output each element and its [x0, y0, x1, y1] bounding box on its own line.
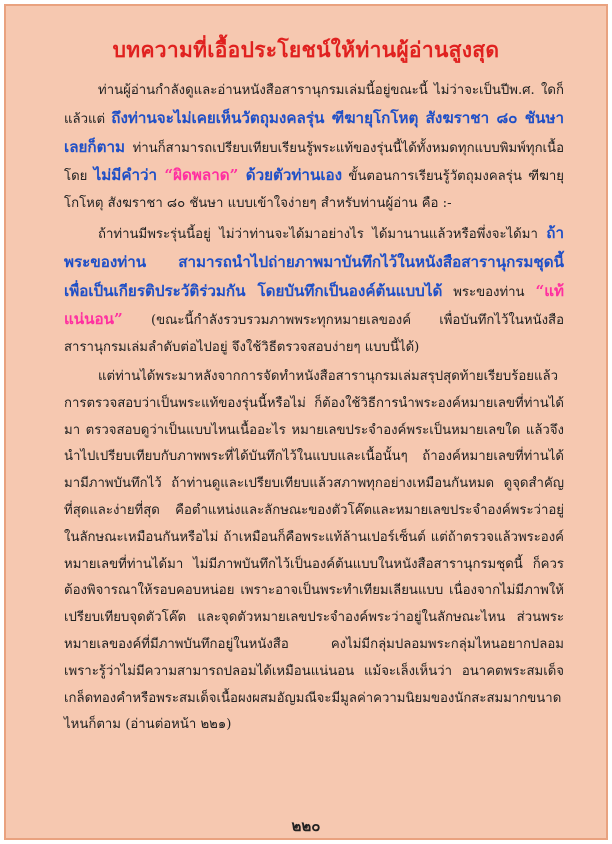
- paragraph-verification: [64, 364, 564, 739]
- have-text-3: (ขณะนี้กำลังรวบรวมภาพพระทุกหมายเลของค์ เพื่อบันทึกไว้ในหนังสือสารานุกรมเล่มลำดับต่อไปอยู่ จึงใช้วิธีตรวจสอบง่ายๆ แบบนี้ได้): [64, 313, 564, 356]
- page-number: ๒๒๐: [291, 817, 321, 835]
- paragraph-have-amulet: [64, 220, 564, 362]
- intro-text-2: ท่านก็สามารถเปรียบเทียบเรียนรู้พระแท้ของรุ่นนี้ได้ทั้งหมดทุกแบบพิมพ์ทุกเนื้อ โดย: [64, 140, 564, 185]
- intro-emphasis-3: ด้วยตัวท่านเอง: [245, 166, 343, 185]
- paragraph-intro: [64, 78, 564, 218]
- intro-emphasis-2: ไม่มีคำว่า: [93, 166, 158, 185]
- intro-emphasis-1: ถึงท่านจะไม่เคยเห็นวัตถุมงคลรุ่น ฑีฆายุโกโหตุ สังฆราชา ๘๐ ชันษาเลยก็ตาม: [64, 108, 564, 156]
- intro-text-1: ท่านผู้อ่านกำลังดูและอ่านหนังสือสารานุกรมเล่มนี้อยู่ขณะนี้ ไม่ว่าจะเป็นปีพ.ศ. ใดก็แล้วแต่: [64, 83, 564, 127]
- page: [4, 4, 608, 840]
- article-title: บทความที่เอื้อประโยชน์ให้ท่านผู้อ่านสูงสุด: [112, 37, 500, 62]
- have-emphasis: ถ้าพระของท่าน สามารถนำไปถ่ายภาพมาบันทึกไว้ในหนังสือสารานุกรมชุดนี้ เพื่อเป็นเกียรติประวัติร่วมกัน โดยบันทึกเป็นองค์ต้นแบบได้: [64, 223, 564, 300]
- intro-quote-mistake: “ผิดพลาด”: [157, 166, 246, 185]
- continued-note: (อ่านต่อหน้า ๒๒๑): [125, 717, 232, 733]
- article-body: [64, 78, 564, 739]
- have-text-2: พระของท่าน: [442, 284, 536, 300]
- have-quote-genuine: “แท้แน่นอน”: [64, 281, 564, 329]
- intro-text-3: ขั้นตอนการเรียนรู้วัตถุมงคลรุ่น ฑีฆายุโกโหตุ สังฆราชา ๘๐ ชันษา แบบเข้าใจง่ายๆ สำหรับท่านผู้อ่าน คือ :-: [64, 169, 564, 212]
- verification-text: แต่ท่านได้พระมาหลังจากการจัดทำหนังสือสารานุกรมเล่มสรุปสุดท้ายเรียบร้อยแล้ว การตรวจสอบว่าเป็นพระแท้ของรุ่นนี้หรือไม่ ก็ต้องใช้วิธีการนำพระองค์หมายเลขที่ท่านได้มา ตรวจสอบดูว่าเป็นแบบไหนเนื้ออะไร หมายเลขประจำองค์พระเป็นหมายเลขใด แล้วจึงนำไปเปรียบเทียบกับภาพพระที่ได้บันทึกไว้ในแบบและเนื้อนั้นๆ ถ้าองค์หมายเลขที่ท่านได้มามีภาพบันทึกไว้ ถ้าท่านดูและเปรียบเทียบแล้วสภาพทุกอย่างเหมือนกันหมด ดูจุดสำคัญที่สุดและง่ายที่สุด คือตำแหน่งและลักษณะของตัวโค๊ตและหมายเลขประจำองค์พระว่าอยู่ในลักษณะเหมือนกันหรือไม่ ถ้าเหมือนก็คือพระแท้ล้านเปอร์เซ็นต์ แต่ถ้าตรวจแล้วพระองค์หมายเลขที่ท่านได้มา ไม่มีภาพบันทึกไว้เป็นองค์ต้นแบบในหนังสือสารานุกรมชุดนี้ ก็ควรต้องพิจารณาให้รอบคอบหน่อย เพราะอาจเป็นพระทำเทียมเลียนแบบ เนื่องจากไม่มีภาพให้เปรียบเทียบจุดตัวโค๊ต และจุดตัวหมายเลขประจำองค์พระว่าอยู่ในลักษณะไหน ส่วนพระหมายเลของค์ที่มีภาพบันทึกอยู่ในหนังสือ คงไม่มีกลุ่มปลอมพระกลุ่มไหนอยากปลอม เพราะรู้ว่าไม่มีความสามารถปลอมได้เหมือนแน่นอน แม้จะเล็งเห็นว่า อนาคตพระสมเด็จเกล็ดทองคำหรือพระสมเด็จเนื้อผงผสมอัญมณีจะมีมูลค่าความนิยมของนักสะสมมากขนาดไหนก็ตาม: [64, 368, 564, 733]
- have-text-1: ถ้าท่านมีพระรุ่นนี้อยู่ ไม่ว่าท่านจะได้มาอย่างไร ได้มานานแล้วหรือพึ่งจะได้มา: [98, 226, 547, 242]
